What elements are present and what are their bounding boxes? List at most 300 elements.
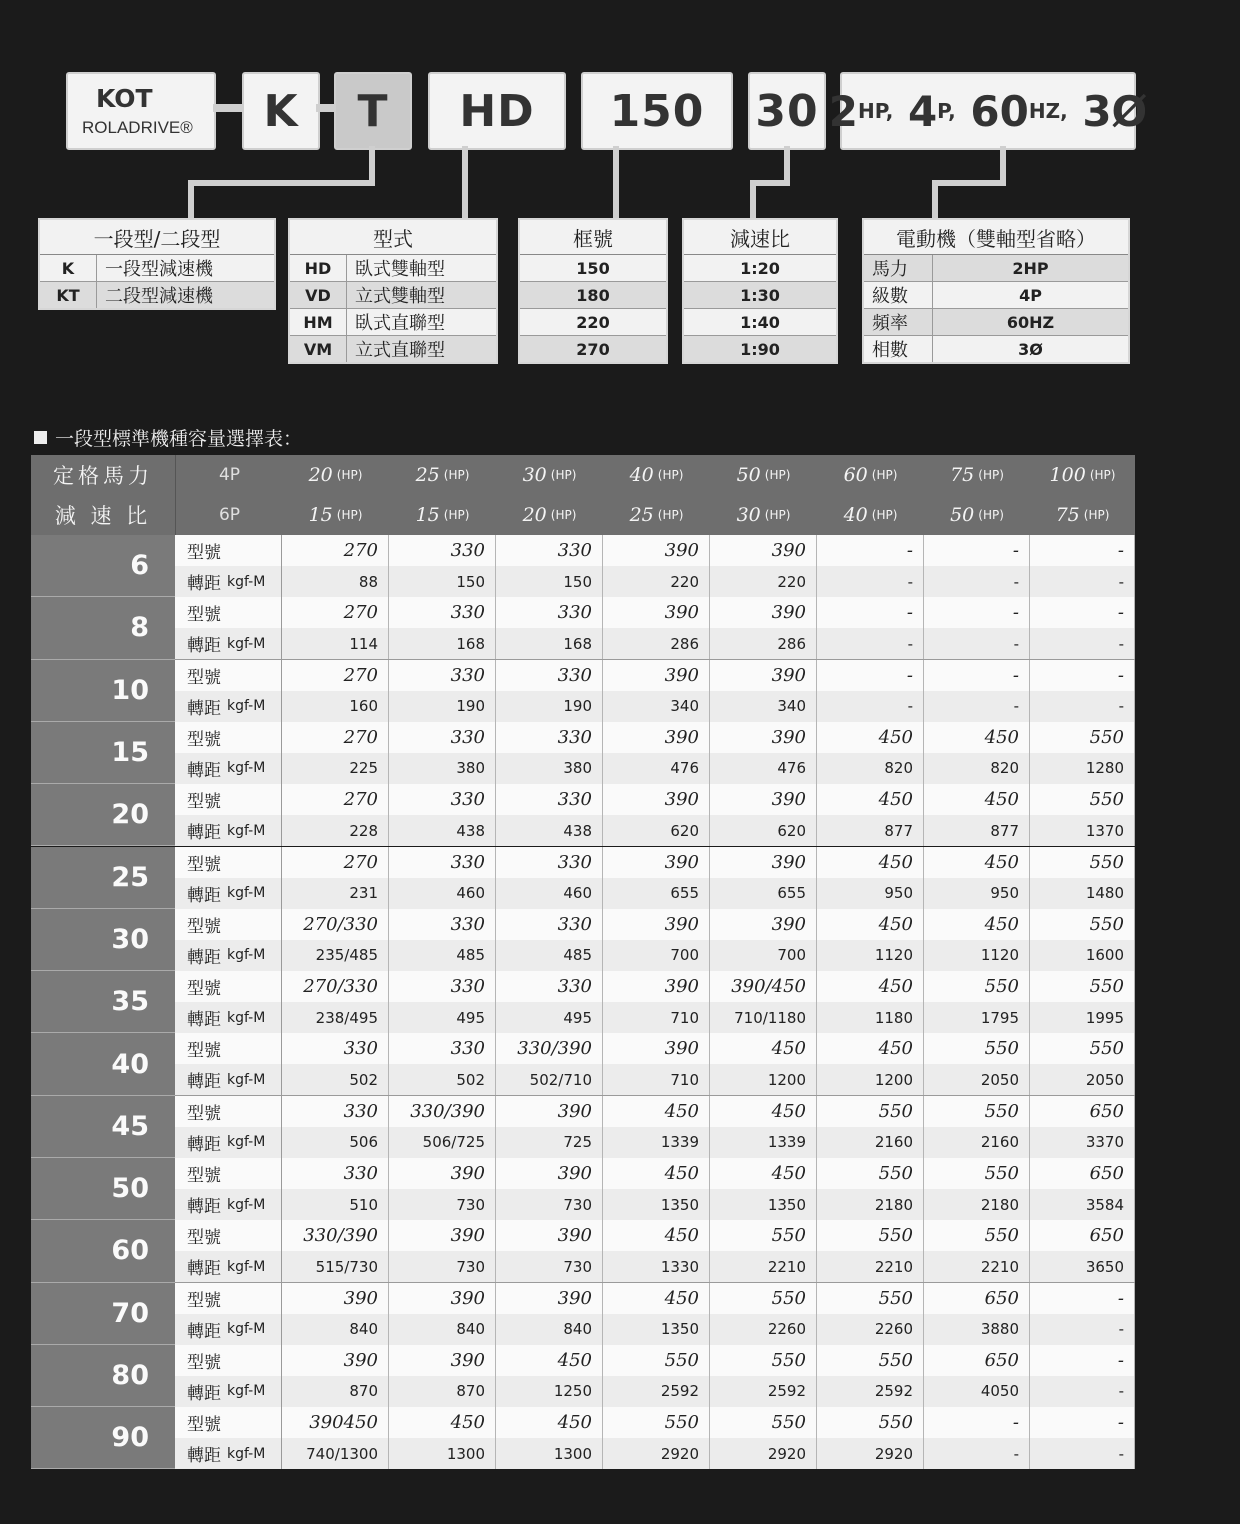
legend-code: K [40, 255, 97, 281]
torque-cell: 286 [603, 628, 710, 659]
model-cell: 550 [603, 1345, 710, 1376]
torque-cell: - [817, 628, 924, 659]
table-row [175, 847, 1135, 909]
torque-cell: 2592 [710, 1376, 817, 1407]
torque-cell: - [924, 1438, 1030, 1469]
torque-cell: - [1030, 1438, 1135, 1469]
header-hp-unit: (HP) [1083, 508, 1110, 522]
model-cell: 450 [817, 971, 924, 1002]
header-hp-value: 30 [736, 504, 761, 526]
torque-cell: 160 [282, 691, 389, 722]
legend-type [288, 218, 498, 364]
model-cell: 550 [817, 1220, 924, 1251]
legend-row [864, 282, 1128, 309]
model-label: 型號 [175, 971, 282, 1002]
torque-cell: 231 [282, 878, 389, 909]
model-cell: 390 [603, 535, 710, 566]
legend-motor-title: 電動機（雙軸型省略） [864, 220, 1128, 255]
torque-cell: 710 [603, 1064, 710, 1095]
ratio-label: 30 [31, 909, 175, 971]
header-hp-cell [817, 455, 924, 495]
torque-cell: 620 [710, 815, 817, 846]
torque-cell: 1339 [603, 1127, 710, 1158]
model-cell: 330 [496, 847, 603, 878]
torque-cell: 1200 [817, 1064, 924, 1095]
model-cell: 330/390 [496, 1033, 603, 1064]
model-cell: 550 [710, 1283, 817, 1314]
code-t-box [334, 72, 412, 150]
model-cell: - [1030, 597, 1135, 628]
model-cell: 390 [603, 971, 710, 1002]
torque-cell: 510 [282, 1189, 389, 1220]
header-hp-label: 定格馬力 [53, 464, 153, 488]
header-hp-unit: (HP) [1089, 468, 1116, 482]
model-cell: 390 [710, 909, 817, 940]
torque-cell: 3584 [1030, 1189, 1135, 1220]
legend-value: 1:40 [740, 312, 780, 332]
torque-cell: 2210 [817, 1251, 924, 1282]
header-hp-value: 30 [522, 464, 547, 486]
torque-cell: 495 [496, 1002, 603, 1033]
torque-cell: 190 [389, 691, 496, 722]
torque-cell: 620 [603, 815, 710, 846]
model-cell: 450 [817, 784, 924, 815]
model-cell: 390 [496, 1220, 603, 1251]
header-hp-unit: (HP) [871, 508, 898, 522]
model-cell: 450 [817, 1033, 924, 1064]
torque-cell: 1300 [389, 1438, 496, 1469]
torque-label-text: 轉距 [187, 1259, 221, 1280]
ratio-label: 45 [31, 1096, 175, 1158]
model-cell: 550 [817, 1345, 924, 1376]
torque-cell: 2160 [817, 1127, 924, 1158]
torque-cell: 438 [496, 815, 603, 846]
torque-cell: 485 [496, 940, 603, 971]
model-cell: 390 [710, 535, 817, 566]
legend-row [684, 336, 836, 362]
torque-cell: 225 [282, 753, 389, 784]
legend-row [864, 309, 1128, 336]
torque-cell: 238/495 [282, 1002, 389, 1033]
torque-cell: 220 [710, 566, 817, 597]
torque-cell: 1350 [603, 1314, 710, 1345]
header-hp-unit: (HP) [443, 508, 470, 522]
legend-code: VM [290, 336, 347, 362]
torque-label-text: 轉距 [187, 823, 221, 844]
torque-cell: 3880 [924, 1314, 1030, 1345]
legend-value: 60HZ [1006, 312, 1055, 332]
model-cell: - [924, 1407, 1030, 1438]
model-cell: 390 [603, 660, 710, 691]
torque-cell: 1480 [1030, 878, 1135, 909]
legend-row [290, 336, 496, 362]
header-ratio-label: 減 速 比 [54, 504, 152, 528]
header-hp-unit: (HP) [550, 468, 577, 482]
table-row [175, 909, 1135, 971]
torque-cell: 740/1300 [282, 1438, 389, 1469]
model-cell: 390 [603, 722, 710, 753]
model-cell: 450 [817, 909, 924, 940]
legend-row [520, 309, 666, 336]
torque-unit: kgf-M [227, 760, 266, 777]
connector [462, 146, 468, 218]
table-row [175, 784, 1135, 846]
torque-unit: kgf-M [227, 1134, 266, 1151]
torque-cell: 820 [924, 753, 1030, 784]
model-label: 型號 [175, 535, 282, 566]
torque-cell: 476 [710, 753, 817, 784]
torque-label [175, 1314, 282, 1345]
legend-stage [38, 218, 276, 310]
legend-desc: 臥式雙軸型 [355, 259, 445, 280]
torque-cell: 950 [817, 878, 924, 909]
ratio-label: 8 [31, 597, 175, 659]
torque-cell: 1250 [496, 1376, 603, 1407]
model-cell: 330/390 [282, 1220, 389, 1251]
code-motor-box [828, 72, 1148, 150]
torque-cell: 2920 [710, 1438, 817, 1469]
torque-cell: 502 [389, 1064, 496, 1095]
model-cell: 330 [389, 660, 496, 691]
model-cell: 550 [1030, 1033, 1135, 1064]
legend-code: HD [290, 255, 347, 281]
torque-cell: 114 [282, 628, 389, 659]
model-label: 型號 [175, 597, 282, 628]
torque-cell: 515/730 [282, 1251, 389, 1282]
torque-unit: kgf-M [227, 1445, 266, 1462]
torque-cell: 1350 [603, 1189, 710, 1220]
table-row [175, 660, 1135, 722]
header-pole-6p: 6P [175, 495, 283, 535]
header-hp-unit: (HP) [657, 468, 684, 482]
header-hp-value: 50 [950, 504, 975, 526]
torque-cell: 730 [496, 1189, 603, 1220]
model-cell: 330/390 [389, 1096, 496, 1127]
table-row [175, 722, 1135, 784]
torque-label [175, 878, 282, 909]
torque-cell: 840 [282, 1314, 389, 1345]
torque-cell: 485 [389, 940, 496, 971]
torque-unit: kgf-M [227, 698, 266, 715]
torque-cell: 655 [603, 878, 710, 909]
brand-box [66, 72, 216, 150]
ratio-label: 50 [31, 1158, 175, 1220]
model-cell: 550 [817, 1096, 924, 1127]
legend-code: VD [290, 282, 347, 308]
model-cell: 390 [710, 847, 817, 878]
torque-cell: 730 [389, 1251, 496, 1282]
model-cell: 550 [710, 1345, 817, 1376]
model-cell: 390 [710, 784, 817, 815]
torque-cell: 340 [603, 691, 710, 722]
torque-cell: 3650 [1030, 1251, 1135, 1282]
model-cell: 330 [496, 784, 603, 815]
torque-cell: 220 [603, 566, 710, 597]
header-hp-value: 60 [843, 464, 868, 486]
connector [1000, 146, 1006, 184]
header-hp-value: 75 [1055, 504, 1080, 526]
torque-unit: kgf-M [227, 1009, 266, 1026]
torque-cell: - [1030, 566, 1135, 597]
motor-phase: 3Ø [1082, 86, 1148, 136]
model-label: 型號 [175, 1158, 282, 1189]
model-cell: 330 [496, 597, 603, 628]
torque-cell: 725 [496, 1127, 603, 1158]
model-label: 型號 [175, 847, 282, 878]
model-cell: 650 [1030, 1220, 1135, 1251]
legend-value: 1:90 [740, 339, 780, 359]
connector [750, 180, 790, 186]
model-cell: 390 [389, 1220, 496, 1251]
ratio-label: 10 [31, 660, 175, 722]
torque-cell: 710 [603, 1002, 710, 1033]
torque-cell: 870 [282, 1376, 389, 1407]
legend-row [684, 309, 836, 336]
model-cell: - [1030, 1283, 1135, 1314]
torque-label [175, 566, 282, 597]
model-cell: 330 [389, 597, 496, 628]
model-cell: 390 [389, 1345, 496, 1376]
model-label: 型號 [175, 784, 282, 815]
model-cell: 550 [1030, 971, 1135, 1002]
brand-sub: ROLADRIVE® [82, 118, 193, 137]
torque-cell: 2260 [817, 1314, 924, 1345]
connector [213, 104, 243, 112]
header-hp-value: 15 [308, 504, 333, 526]
header-hp-unit: (HP) [978, 508, 1004, 522]
connector [188, 180, 194, 220]
model-cell: - [817, 660, 924, 691]
torque-cell: 1995 [1030, 1002, 1135, 1033]
torque-cell: 88 [282, 566, 389, 597]
code-frame-box [581, 72, 733, 150]
header-hp-unit: (HP) [443, 468, 470, 482]
code-frame: 150 [609, 85, 705, 137]
legend-row [864, 255, 1128, 282]
table-row [175, 1220, 1135, 1282]
table-row [175, 1096, 1135, 1158]
model-label: 型號 [175, 1283, 282, 1314]
torque-cell: 710/1180 [710, 1002, 817, 1033]
table-row [175, 971, 1135, 1033]
legend-value: 150 [576, 258, 610, 278]
legend-row [290, 255, 496, 282]
model-cell: 330 [496, 660, 603, 691]
model-cell: 330 [282, 1033, 389, 1064]
model-cell: 330 [389, 1033, 496, 1064]
torque-cell: - [817, 691, 924, 722]
legend-row [520, 336, 666, 362]
legend-value: 220 [576, 312, 610, 332]
legend-key: 馬力 [864, 255, 933, 281]
legend-row [290, 309, 496, 336]
torque-label-text: 轉距 [187, 574, 221, 594]
torque-cell: 2210 [710, 1251, 817, 1282]
legend-desc: 臥式直聯型 [355, 313, 445, 334]
torque-cell: 4050 [924, 1376, 1030, 1407]
torque-label [175, 1127, 282, 1158]
connector [750, 180, 756, 220]
legend-row [290, 282, 496, 309]
model-cell: 390 [603, 1033, 710, 1064]
torque-cell: 150 [389, 566, 496, 597]
header-hp-value: 75 [950, 464, 975, 486]
ratio-label: 70 [31, 1283, 175, 1345]
table-row [175, 1345, 1135, 1407]
model-cell: - [924, 597, 1030, 628]
model-cell: 330 [389, 909, 496, 940]
model-label: 型號 [175, 1096, 282, 1127]
header-hp-cell [1030, 455, 1135, 495]
torque-label [175, 691, 282, 722]
model-cell: 330 [282, 1158, 389, 1189]
header-row-4p [31, 455, 1135, 495]
model-cell: 450 [603, 1158, 710, 1189]
torque-label [175, 1002, 282, 1033]
model-cell: - [924, 535, 1030, 566]
model-cell: 550 [924, 1158, 1030, 1189]
model-cell: 390 [389, 1158, 496, 1189]
torque-cell: 2592 [817, 1376, 924, 1407]
torque-cell: 235/485 [282, 940, 389, 971]
legend-row [684, 282, 836, 309]
model-cell: 330 [389, 971, 496, 1002]
torque-cell: 506/725 [389, 1127, 496, 1158]
model-cell: 390 [282, 1345, 389, 1376]
model-cell: 550 [1030, 722, 1135, 753]
torque-cell: 476 [603, 753, 710, 784]
legend-ratio [682, 218, 838, 364]
header-hp-cell [603, 455, 710, 495]
model-cell: - [1030, 1345, 1135, 1376]
torque-cell: 2920 [817, 1438, 924, 1469]
torque-label [175, 1189, 282, 1220]
header-hp-value: 20 [522, 504, 547, 526]
torque-unit: kgf-M [227, 1258, 266, 1275]
model-cell: 330 [496, 909, 603, 940]
model-cell: 330 [496, 722, 603, 753]
model-cell: 450 [710, 1158, 817, 1189]
ratio-label: 20 [31, 784, 175, 846]
model-cell: 550 [710, 1220, 817, 1251]
connector [784, 146, 790, 184]
legend-desc: 一段型減速機 [105, 259, 213, 280]
model-cell: 450 [710, 1096, 817, 1127]
torque-cell: - [817, 566, 924, 597]
header-hp-cell [924, 495, 1030, 535]
header-hp-unit: (HP) [978, 468, 1004, 482]
torque-cell: 1600 [1030, 940, 1135, 971]
header-hp-unit: (HP) [550, 508, 577, 522]
ratio-label: 6 [31, 535, 175, 597]
header-hp-value: 50 [736, 464, 761, 486]
torque-label-text: 轉距 [187, 1383, 221, 1404]
table-row [175, 1283, 1135, 1345]
model-cell: 390 [603, 784, 710, 815]
model-label: 型號 [175, 1345, 282, 1376]
model-cell: 450 [389, 1407, 496, 1438]
header-hp-unit: (HP) [764, 468, 791, 482]
model-cell: 390 [389, 1283, 496, 1314]
ratio-label: 25 [31, 847, 175, 909]
model-cell: 270 [282, 784, 389, 815]
ratio-label: 60 [31, 1220, 175, 1282]
model-cell: 550 [924, 971, 1030, 1002]
torque-cell: 1120 [924, 940, 1030, 971]
torque-cell: 730 [389, 1189, 496, 1220]
table-row [175, 1158, 1135, 1220]
torque-cell: 460 [389, 878, 496, 909]
model-cell: 550 [924, 1096, 1030, 1127]
model-cell: 450 [710, 1033, 817, 1064]
torque-cell: 168 [389, 628, 496, 659]
model-cell: 450 [817, 722, 924, 753]
torque-cell: 877 [817, 815, 924, 846]
motor-freq: 60 [970, 86, 1029, 136]
torque-label [175, 940, 282, 971]
header-hp-value: 25 [415, 464, 440, 486]
legend-value: 2HP [1012, 258, 1049, 278]
model-cell: 330 [496, 971, 603, 1002]
torque-label-text: 轉距 [187, 698, 221, 719]
torque-label-text: 轉距 [187, 947, 221, 968]
torque-cell: 1200 [710, 1064, 817, 1095]
torque-label-text: 轉距 [187, 885, 221, 906]
model-cell: 390450 [282, 1407, 389, 1438]
header-hp-value: 15 [415, 504, 440, 526]
model-cell: 450 [496, 1345, 603, 1376]
legend-motor [862, 218, 1130, 364]
table-row [175, 1033, 1135, 1095]
header-hp-cell [389, 455, 496, 495]
legend-frame-title: 框號 [520, 220, 666, 255]
code-ratio-box [748, 72, 826, 150]
torque-cell: 1350 [710, 1189, 817, 1220]
legend-value: 1:30 [740, 285, 780, 305]
torque-label [175, 628, 282, 659]
model-cell: 330 [496, 535, 603, 566]
torque-cell: 877 [924, 815, 1030, 846]
model-cell: - [817, 535, 924, 566]
torque-label [175, 1438, 282, 1469]
torque-label-text: 轉距 [187, 636, 221, 657]
motor-pole: 4 [907, 86, 938, 136]
header-hp-value: 20 [308, 464, 333, 486]
model-cell: 390 [603, 597, 710, 628]
model-cell: 550 [1030, 784, 1135, 815]
legend-desc: 立式直聯型 [355, 340, 445, 361]
torque-label-text: 轉距 [187, 1197, 221, 1217]
connector [932, 180, 1006, 186]
model-cell: 390 [710, 597, 817, 628]
torque-cell: 1370 [1030, 815, 1135, 846]
legend-type-title: 型式 [290, 220, 496, 255]
header-hp-unit: (HP) [336, 468, 363, 482]
torque-unit: kgf-M [227, 1383, 266, 1400]
torque-cell: 380 [496, 753, 603, 784]
model-cell: 390 [603, 847, 710, 878]
connector [932, 180, 938, 220]
model-cell: 450 [924, 722, 1030, 753]
torque-cell: 730 [496, 1251, 603, 1282]
torque-cell: - [1030, 1314, 1135, 1345]
header-hp-cell [817, 495, 924, 535]
model-cell: 550 [817, 1158, 924, 1189]
torque-cell: 506 [282, 1127, 389, 1158]
model-cell: 390/450 [710, 971, 817, 1002]
torque-cell: 2592 [603, 1376, 710, 1407]
model-cell: 330 [389, 535, 496, 566]
